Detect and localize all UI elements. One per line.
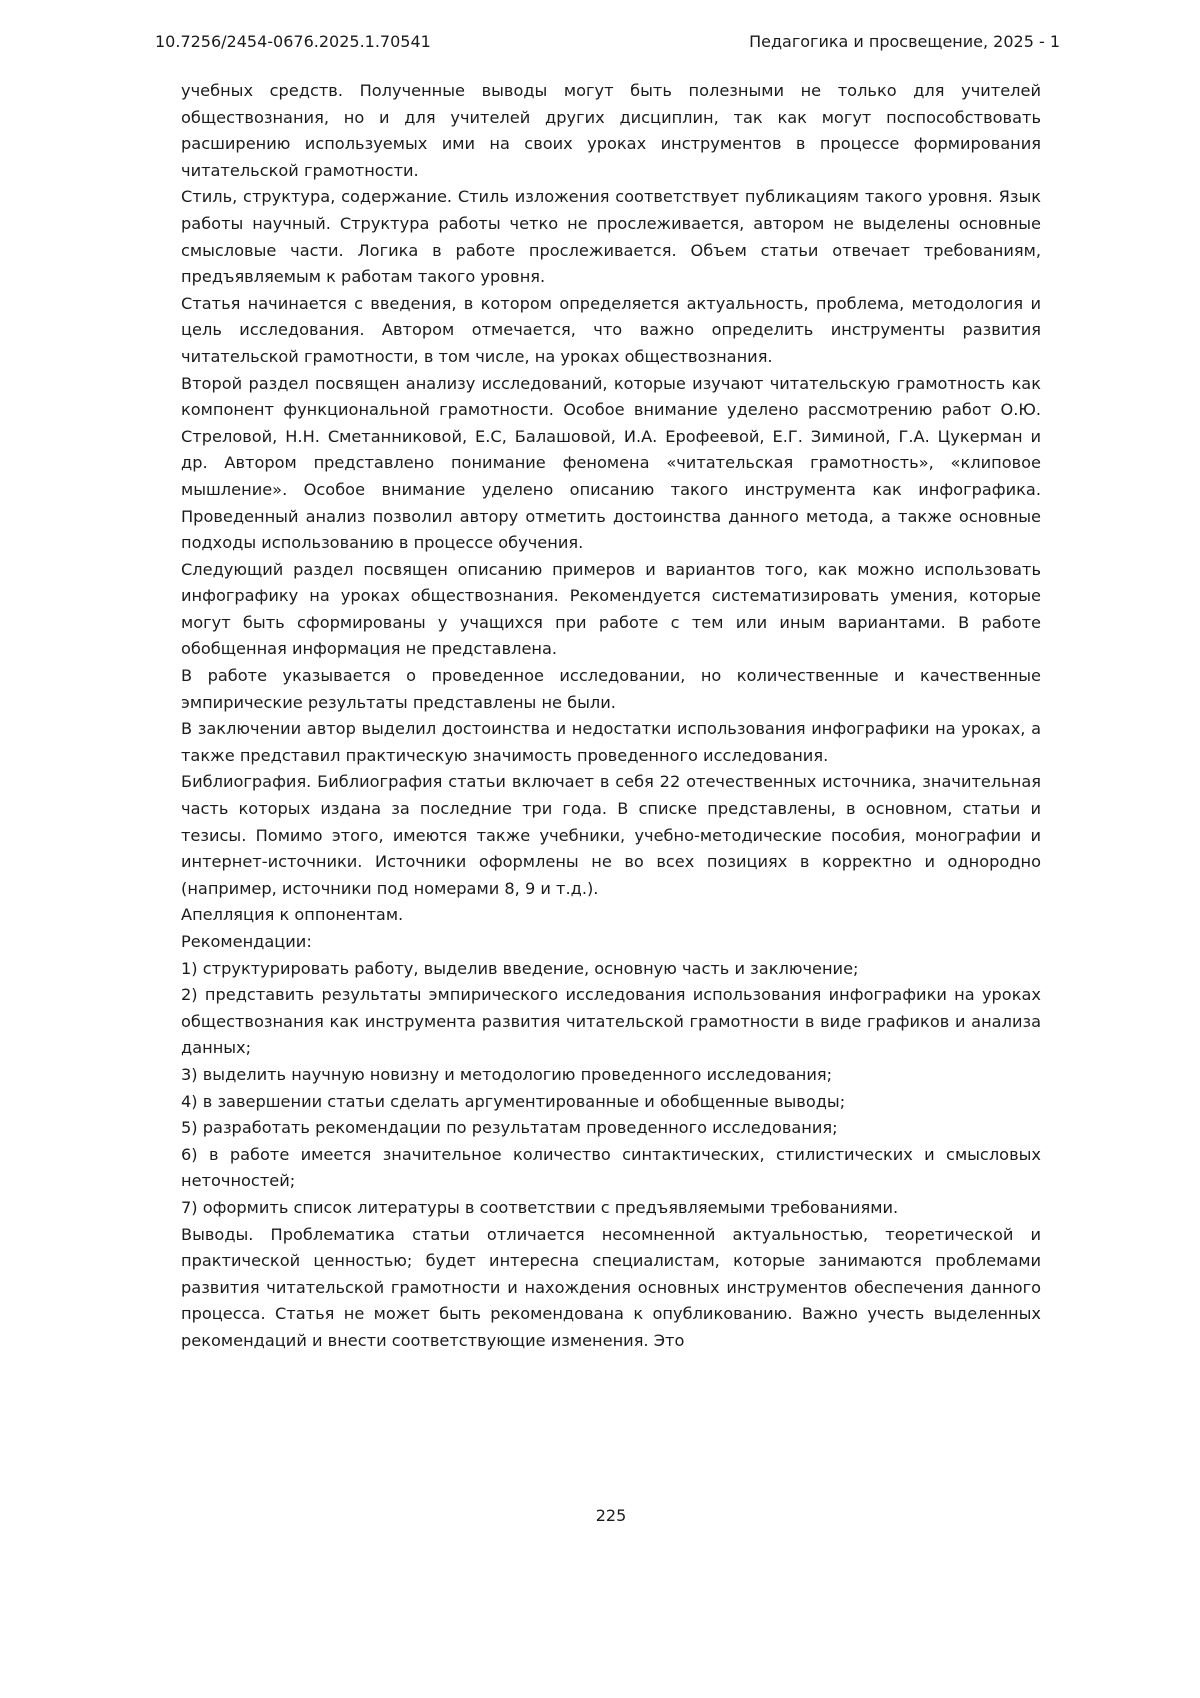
doi-text: 10.7256/2454-0676.2025.1.70541 (155, 32, 431, 51)
page-number: 225 (595, 1506, 627, 1525)
paragraph: Статья начинается с введения, в котором определяется актуальность, проблема, методология и цель исследования. Автором отмечается, что важно определить инструменты развития читательской грамотности, в том числе, на уроках обществознания. (181, 293, 1041, 366)
document-body (181, 78, 1041, 1355)
paragraph: Стиль, структура, содержание. Стиль изложения соответствует публикациям такого уровня. Язык работы научный. Структура работы четко не прослеживается, автором не выделены основные смысловые части. Логика в работе прослеживается. Объем статьи отвечает требованиям, предъявляемым к работам такого уровня. (181, 187, 1041, 287)
paragraph: 1) структурировать работу, выделив введение, основную часть и заключение; (181, 958, 859, 978)
paragraph: В заключении автор выделил достоинства и недостатки использования инфографики на уроках, а также представил практическую значимость проведенного исследования. (181, 719, 1041, 765)
paragraph: Выводы. Проблематика статьи отличается несомненной актуальностью, теоретической и практической ценностью; будет интересна специалистам, которые занимаются проблемами развития читательской грамотности и нахождения основных инструментов обеспечения данного процесса. Статья не может быть рекомендована к опубликованию. Важно учесть выделенных рекомендаций и внести соответствующие изменения. Это (181, 1224, 1041, 1350)
paragraph: Рекомендации: (181, 932, 312, 951)
paragraph: 6) в работе имеется значительное количество синтактических, стилистических и смысловых неточностей; (181, 1144, 1041, 1191)
page-header (155, 32, 1060, 51)
page-footer (181, 1506, 1041, 1525)
paragraph: Библиография. Библиография статьи включает в себя 22 отечественных источника, значительная часть которых издана за последние три года. В списке представлены, в основном, статьи и тезисы. Помимо этого, имеются также учебники, учебно-методические пособия, монографии и интернет-источники. Источники оформлены не во всех позициях в корректно и однородно (например, источники под номерами 8, 9 и т.д.). (181, 772, 1041, 898)
paragraph: Второй раздел посвящен анализу исследований, которые изучают читательскую грамотность как компонент функциональной грамотности. Особое внимание уделено рассмотрению работ О.Ю. Стреловой, Н.Н. Сметанниковой, Е.С, Балашовой, И.А. Ерофеевой, Е.Г. Зиминой, Г.А. Цукерман и др. Автором представлено понимание феномена «читательская грамотность», «клиповое мышление». Особое внимание уделено описанию такого инструмента как инфографика. Проведенный анализ позволил автору отметить достоинства данного метода, а также основные подходы использованию в процессе обучения. (181, 373, 1041, 553)
paragraph: 7) оформить список литературы в соответствии с предъявляемыми требованиями. (181, 1197, 899, 1217)
journal-title: Педагогика и просвещение, 2025 - 1 (749, 32, 1060, 51)
paragraph: Следующий раздел посвящен описанию примеров и вариантов того, как можно использовать инфографику на уроках обществознания. Рекомендуется систематизировать умения, которые могут быть сформированы у учащихся при работе с тем или иным вариантами. В работе обобщенная информация не представлена. (181, 559, 1041, 659)
paragraph: 3) выделить научную новизну и методологию проведенного исследования; (181, 1064, 833, 1084)
paragraph: 5) разработать рекомендации по результатам проведенного исследования; (181, 1118, 838, 1138)
paragraph: Апелляция к оппонентам. (181, 905, 404, 925)
paragraph: 4) в завершении статьи сделать аргументированные и обобщенные выводы; (181, 1091, 846, 1111)
paragraph: учебных средств. Полученные выводы могут быть полезными не только для учителей обществознания, но и для учителей других дисциплин, так как могут поспособствовать расширению используемых ими на своих уроках инструментов в процессе формирования читательской грамотности. (181, 81, 1041, 180)
paragraph: В работе указывается о проведенное исследовании, но количественные и качественные эмпирические результаты представлены не были. (181, 666, 1041, 712)
paragraph: 2) представить результаты эмпирического исследования использования инфографики на уроках обществознания как инструмента развития читательской грамотности в виде графиков и анализа данных; (181, 985, 1041, 1058)
